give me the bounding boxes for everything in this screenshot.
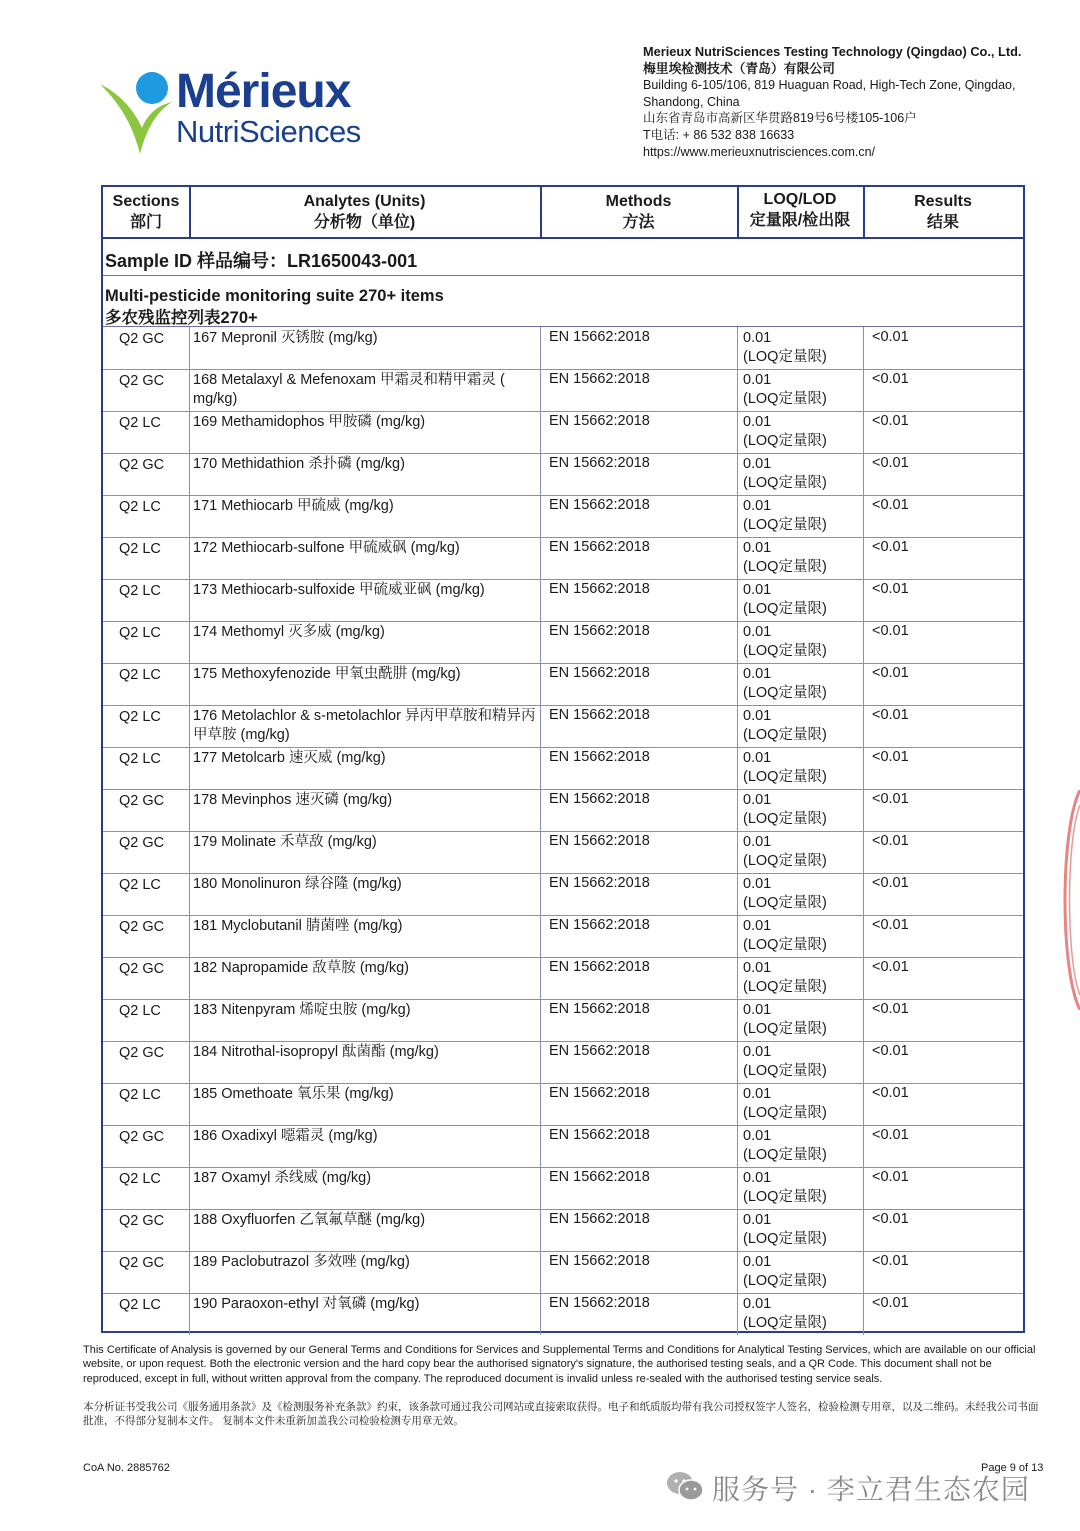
cell-section: Q2 GC <box>119 331 165 347</box>
cell-section: Q2 LC <box>119 625 161 641</box>
loq-note: (LOQ定量限) <box>743 1063 827 1079</box>
loq-value: 0.01 <box>743 456 772 472</box>
cell-analyte: 183 Nitenpyram 烯啶虫胺 (mg/kg) <box>189 999 540 1041</box>
cell-analyte: 185 Omethoate 氧乐果 (mg/kg) <box>189 1083 540 1125</box>
loq-value: 0.01 <box>743 750 772 766</box>
cell-loq <box>737 1293 863 1335</box>
cell-result: <0.01 <box>863 957 1023 999</box>
company-address-cn: 山东省青岛市高新区华贯路819号6号楼105-106户 <box>643 111 917 126</box>
cell-result: <0.01 <box>863 663 1023 705</box>
cell-loq <box>737 1251 863 1293</box>
cell-section: Q2 GC <box>119 1213 165 1229</box>
merieux-logo <box>96 62 376 162</box>
loq-note: (LOQ定量限) <box>743 1105 827 1121</box>
loq-value: 0.01 <box>743 582 772 598</box>
cell-method: EN 15662:2018 <box>540 915 737 957</box>
loq-value: 0.01 <box>743 1170 772 1186</box>
loq-value: 0.01 <box>743 792 772 808</box>
results-table <box>101 185 1025 1333</box>
header-sections: Sections 部门 <box>112 193 180 231</box>
cell-analyte: 187 Oxamyl 杀线威 (mg/kg) <box>189 1167 540 1209</box>
table-row <box>103 495 1023 538</box>
loq-note: (LOQ定量限) <box>743 937 827 953</box>
header-analytes: Analytes (Units) 分析物（单位) <box>303 193 426 231</box>
cell-method: EN 15662:2018 <box>540 1251 737 1293</box>
table-row <box>103 411 1023 454</box>
header-results: Results 结果 <box>914 193 972 231</box>
seal-stamp <box>1050 790 1080 1010</box>
cell-result: <0.01 <box>863 705 1023 747</box>
cell-section: Q2 LC <box>119 1003 161 1019</box>
table-row <box>103 621 1023 664</box>
cell-analyte: 170 Methidathion 杀扑磷 (mg/kg) <box>189 453 540 495</box>
cell-result: <0.01 <box>863 1251 1023 1293</box>
loq-note: (LOQ定量限) <box>743 391 827 407</box>
table-row <box>103 747 1023 790</box>
loq-value: 0.01 <box>743 960 772 976</box>
cell-method: EN 15662:2018 <box>540 327 737 369</box>
table-row <box>103 1251 1023 1294</box>
cell-method: EN 15662:2018 <box>540 537 737 579</box>
cell-method: EN 15662:2018 <box>540 705 737 747</box>
loq-note: (LOQ定量限) <box>743 853 827 869</box>
cell-method: EN 15662:2018 <box>540 1041 737 1083</box>
table-row <box>103 915 1023 958</box>
logo-text-nutrisciences: NutriSciences <box>176 114 361 149</box>
cell-analyte: 168 Metalaxyl & Mefenoxam 甲霜灵和精甲霜灵 ( mg/kg) <box>189 369 540 411</box>
cell-method: EN 15662:2018 <box>540 1167 737 1209</box>
table-row <box>103 1293 1023 1335</box>
table-row <box>103 831 1023 874</box>
sample-id: Sample ID 样品编号：LR1650043-001 <box>105 251 418 271</box>
cell-loq <box>737 663 863 705</box>
cell-loq <box>737 369 863 411</box>
cell-analyte: 167 Mepronil 灭锈胺 (mg/kg) <box>189 327 540 369</box>
company-name-cn: 梅里埃检测技术（青岛）有限公司 <box>643 60 835 76</box>
cell-result: <0.01 <box>863 1125 1023 1167</box>
loq-value: 0.01 <box>743 1086 772 1102</box>
table-row <box>103 873 1023 916</box>
cell-section: Q2 LC <box>119 1297 161 1313</box>
cell-result: <0.01 <box>863 1209 1023 1251</box>
cell-loq <box>737 915 863 957</box>
loq-value: 0.01 <box>743 624 772 640</box>
loq-note: (LOQ定量限) <box>743 475 827 491</box>
cell-loq <box>737 621 863 663</box>
loq-note: (LOQ定量限) <box>743 1273 827 1289</box>
cell-section: Q2 GC <box>119 793 165 809</box>
cell-section: Q2 LC <box>119 1171 161 1187</box>
cell-section: Q2 GC <box>119 961 165 977</box>
logo-leaf-icon <box>96 62 176 157</box>
cell-section: Q2 LC <box>119 877 161 893</box>
cell-section: Q2 GC <box>119 457 165 473</box>
cell-result: <0.01 <box>863 495 1023 537</box>
loq-note: (LOQ定量限) <box>743 559 827 575</box>
loq-value: 0.01 <box>743 876 772 892</box>
cell-loq <box>737 495 863 537</box>
cell-analyte: 178 Mevinphos 速灭磷 (mg/kg) <box>189 789 540 831</box>
cell-section: Q2 LC <box>119 709 161 725</box>
cell-loq <box>737 1125 863 1167</box>
cell-result: <0.01 <box>863 999 1023 1041</box>
table-row <box>103 579 1023 622</box>
company-name-en: Merieux NutriSciences Testing Technology (Qingdao) Co., Ltd. <box>643 44 1022 59</box>
table-row <box>103 1209 1023 1252</box>
cell-analyte: 184 Nitrothal-isopropyl 酞菌酯 (mg/kg) <box>189 1041 540 1083</box>
suite-title-cn: 多农残监控列表270+ <box>105 309 258 327</box>
table-row <box>103 1041 1023 1084</box>
cell-method: EN 15662:2018 <box>540 957 737 999</box>
cell-loq <box>737 789 863 831</box>
cell-section: Q2 GC <box>119 1129 165 1145</box>
cell-method: EN 15662:2018 <box>540 411 737 453</box>
cell-loq <box>737 1041 863 1083</box>
cell-method: EN 15662:2018 <box>540 831 737 873</box>
cell-analyte: 180 Monolinuron 绿谷隆 (mg/kg) <box>189 873 540 915</box>
loq-value: 0.01 <box>743 1128 772 1144</box>
suite-title-en: Multi-pesticide monitoring suite 270+ items <box>105 287 444 305</box>
table-row <box>103 957 1023 1000</box>
header-methods: Methods 方法 <box>605 193 672 231</box>
table-row <box>103 537 1023 580</box>
table-row <box>103 453 1023 496</box>
cell-analyte: 175 Methoxyfenozide 甲氧虫酰肼 (mg/kg) <box>189 663 540 705</box>
loq-value: 0.01 <box>743 330 772 346</box>
cell-section: Q2 LC <box>119 1087 161 1103</box>
table-row <box>103 369 1023 412</box>
cell-section: Q2 LC <box>119 499 161 515</box>
cell-method: EN 15662:2018 <box>540 1125 737 1167</box>
company-address-en-2: Shandong, China <box>643 94 740 109</box>
cell-method: EN 15662:2018 <box>540 747 737 789</box>
cell-section: Q2 LC <box>119 751 161 767</box>
loq-note: (LOQ定量限) <box>743 601 827 617</box>
cell-result: <0.01 <box>863 369 1023 411</box>
loq-value: 0.01 <box>743 1254 772 1270</box>
cell-method: EN 15662:2018 <box>540 999 737 1041</box>
cell-result: <0.01 <box>863 1167 1023 1209</box>
loq-value: 0.01 <box>743 372 772 388</box>
table-header <box>103 187 1023 239</box>
loq-note: (LOQ定量限) <box>743 517 827 533</box>
cell-analyte: 176 Metolachlor & s-metolachlor 异丙甲草胺和精异丙甲草胺 (mg/kg) <box>189 705 540 747</box>
coa-number: CoA No. 2885762 <box>83 1462 170 1474</box>
cell-result: <0.01 <box>863 1041 1023 1083</box>
cell-method: EN 15662:2018 <box>540 369 737 411</box>
watermark-text: 服务号 · 李立君生态农园 <box>712 1474 1030 1505</box>
cell-loq <box>737 873 863 915</box>
loq-value: 0.01 <box>743 918 772 934</box>
cell-section: Q2 GC <box>119 1045 165 1061</box>
loq-note: (LOQ定量限) <box>743 811 827 827</box>
loq-note: (LOQ定量限) <box>743 769 827 785</box>
company-phone: T电话: + 86 532 838 16633 <box>643 127 795 142</box>
cell-loq <box>737 957 863 999</box>
cell-section: Q2 GC <box>119 1255 165 1271</box>
cell-method: EN 15662:2018 <box>540 789 737 831</box>
cell-analyte: 181 Myclobutanil 腈菌唑 (mg/kg) <box>189 915 540 957</box>
loq-note: (LOQ定量限) <box>743 643 827 659</box>
cell-result: <0.01 <box>863 915 1023 957</box>
loq-value: 0.01 <box>743 1296 772 1312</box>
cell-result: <0.01 <box>863 1293 1023 1335</box>
cell-result: <0.01 <box>863 579 1023 621</box>
cell-analyte: 169 Methamidophos 甲胺磷 (mg/kg) <box>189 411 540 453</box>
cell-result: <0.01 <box>863 621 1023 663</box>
cell-method: EN 15662:2018 <box>540 873 737 915</box>
cell-section: Q2 GC <box>119 835 165 851</box>
loq-note: (LOQ定量限) <box>743 727 827 743</box>
loq-note: (LOQ定量限) <box>743 1231 827 1247</box>
cell-analyte: 182 Napropamide 敌草胺 (mg/kg) <box>189 957 540 999</box>
cell-analyte: 188 Oxyfluorfen 乙氧氟草醚 (mg/kg) <box>189 1209 540 1251</box>
cell-method: EN 15662:2018 <box>540 1209 737 1251</box>
cell-analyte: 171 Methiocarb 甲硫威 (mg/kg) <box>189 495 540 537</box>
cell-loq <box>737 579 863 621</box>
cell-loq <box>737 705 863 747</box>
table-row <box>103 1167 1023 1210</box>
cell-loq <box>737 831 863 873</box>
cell-method: EN 15662:2018 <box>540 453 737 495</box>
cell-section: Q2 GC <box>119 373 165 389</box>
wechat-icon <box>666 1470 704 1502</box>
cell-result: <0.01 <box>863 747 1023 789</box>
cell-loq <box>737 1167 863 1209</box>
table-row <box>103 705 1023 748</box>
terms-en: This Certificate of Analysis is governed by our General Terms and Conditions for Services and Supplemental Terms and Conditions for Analytical Testing Services, which are available on our official website, or upon request. Both the electronic version and the hard copy bear the authorised signatory's signature, the authorised testing seals, and a QR Code. This document shall not be reproduced, except in full, without written approval from the company. The reproduced document is invalid unless re-sealed with the authorised testing service seals. <box>83 1344 1036 1385</box>
company-website[interactable]: https://www.merieuxnutrisciences.com.cn/ <box>643 144 876 159</box>
cell-result: <0.01 <box>863 327 1023 369</box>
loq-note: (LOQ定量限) <box>743 1315 827 1331</box>
table-row <box>103 327 1023 370</box>
company-address-en-1: Building 6-105/106, 819 Huaguan Road, High-Tech Zone, Qingdao, <box>643 78 1016 93</box>
table-row <box>103 789 1023 832</box>
cell-result: <0.01 <box>863 411 1023 453</box>
cell-analyte: 186 Oxadixyl 噁霜灵 (mg/kg) <box>189 1125 540 1167</box>
table-row <box>103 1083 1023 1126</box>
suite-title <box>105 285 444 329</box>
loq-note: (LOQ定量限) <box>743 685 827 701</box>
table-row <box>103 1125 1023 1168</box>
divider <box>103 275 1023 276</box>
cell-analyte: 190 Paraoxon-ethyl 对氧磷 (mg/kg) <box>189 1293 540 1335</box>
loq-note: (LOQ定量限) <box>743 349 827 365</box>
loq-note: (LOQ定量限) <box>743 979 827 995</box>
cell-method: EN 15662:2018 <box>540 495 737 537</box>
cell-loq <box>737 1083 863 1125</box>
cell-section: Q2 LC <box>119 415 161 431</box>
cell-loq <box>737 747 863 789</box>
loq-note: (LOQ定量限) <box>743 1021 827 1037</box>
table-row <box>103 999 1023 1042</box>
loq-note: (LOQ定量限) <box>743 895 827 911</box>
cell-result: <0.01 <box>863 873 1023 915</box>
cell-analyte: 189 Paclobutrazol 多效唑 (mg/kg) <box>189 1251 540 1293</box>
loq-value: 0.01 <box>743 666 772 682</box>
cell-loq <box>737 411 863 453</box>
loq-value: 0.01 <box>743 834 772 850</box>
loq-note: (LOQ定量限) <box>743 1189 827 1205</box>
loq-value: 0.01 <box>743 708 772 724</box>
cell-analyte: 172 Methiocarb-sulfone 甲硫威砜 (mg/kg) <box>189 537 540 579</box>
loq-value: 0.01 <box>743 498 772 514</box>
cell-section: Q2 LC <box>119 541 161 557</box>
logo-text-merieux: Mérieux <box>176 65 351 118</box>
loq-note: (LOQ定量限) <box>743 433 827 449</box>
cell-loq <box>737 999 863 1041</box>
cell-method: EN 15662:2018 <box>540 663 737 705</box>
company-info <box>643 44 1063 160</box>
cell-result: <0.01 <box>863 789 1023 831</box>
cell-result: <0.01 <box>863 453 1023 495</box>
cell-analyte: 177 Metolcarb 速灭威 (mg/kg) <box>189 747 540 789</box>
cell-analyte: 174 Methomyl 灭多威 (mg/kg) <box>189 621 540 663</box>
loq-value: 0.01 <box>743 414 772 430</box>
cell-result: <0.01 <box>863 537 1023 579</box>
cell-loq <box>737 327 863 369</box>
loq-value: 0.01 <box>743 1212 772 1228</box>
cell-loq <box>737 537 863 579</box>
cell-analyte: 179 Molinate 禾草敌 (mg/kg) <box>189 831 540 873</box>
cell-method: EN 15662:2018 <box>540 621 737 663</box>
cell-result: <0.01 <box>863 831 1023 873</box>
table-row <box>103 663 1023 706</box>
cell-analyte: 173 Methiocarb-sulfoxide 甲硫威亚砜 (mg/kg) <box>189 579 540 621</box>
cell-section: Q2 LC <box>119 583 161 599</box>
cell-method: EN 15662:2018 <box>540 579 737 621</box>
loq-note: (LOQ定量限) <box>743 1147 827 1163</box>
loq-value: 0.01 <box>743 540 772 556</box>
cell-method: EN 15662:2018 <box>540 1293 737 1335</box>
cell-loq <box>737 1209 863 1251</box>
cell-result: <0.01 <box>863 1083 1023 1125</box>
cell-method: EN 15662:2018 <box>540 1083 737 1125</box>
loq-value: 0.01 <box>743 1002 772 1018</box>
page-number: Page 9 of 13 <box>981 1462 1044 1474</box>
loq-value: 0.01 <box>743 1044 772 1060</box>
cell-section: Q2 GC <box>119 919 165 935</box>
header-loq: LOQ/LOD 定量限/检出限 <box>749 191 851 229</box>
cell-loq <box>737 453 863 495</box>
terms-cn: 本分析证书受我公司《服务通用条款》及《检测服务补充条款》约束，该条款可通过我公司网站或直接索取获得。电子和纸质版均带有我公司授权签字人签名，检验检测专用章，以及二维码。未经我公司书面批准，不得部分复制本文件。 复制本文件未重新加盖我公司检验检测专用章无效。 <box>83 1401 1039 1428</box>
cell-section: Q2 LC <box>119 667 161 683</box>
